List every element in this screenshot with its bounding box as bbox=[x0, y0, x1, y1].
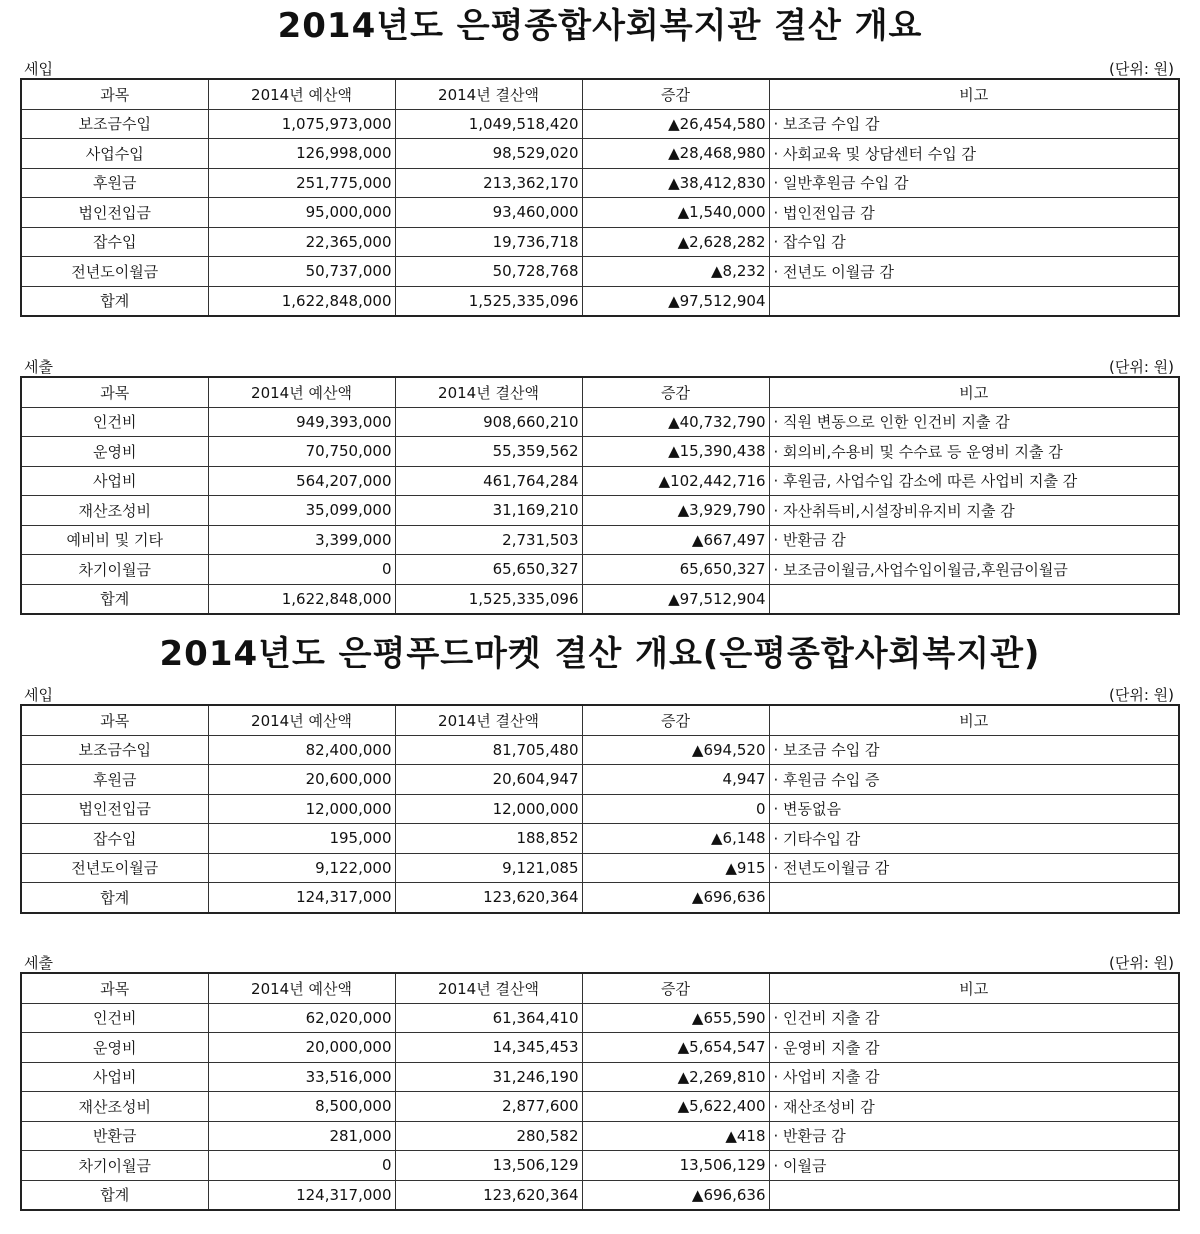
remark-cell: · 이월금 bbox=[769, 1151, 1179, 1181]
remark-cell: · 자산취득비,시설장비유지비 지출 감 bbox=[769, 496, 1179, 526]
settlement-cell: 31,246,190 bbox=[395, 1062, 582, 1092]
budget-cell: 1,622,848,000 bbox=[208, 584, 395, 614]
settlement-cell: 2,877,600 bbox=[395, 1092, 582, 1122]
change-cell: ▲102,442,716 bbox=[582, 466, 769, 496]
income-table-welfare bbox=[20, 78, 1180, 317]
account-cell: 후원금 bbox=[21, 765, 208, 795]
column-header: 과목 bbox=[21, 377, 208, 407]
settlement-cell: 93,460,000 bbox=[395, 198, 582, 228]
remark-cell: · 전년도 이월금 감 bbox=[769, 257, 1179, 287]
remark-cell: · 반환금 감 bbox=[769, 1121, 1179, 1151]
account-cell: 보조금수입 bbox=[21, 735, 208, 765]
budget-cell: 3,399,000 bbox=[208, 525, 395, 555]
remark-cell: · 후원금, 사업수입 감소에 따른 사업비 지출 감 bbox=[769, 466, 1179, 496]
budget-cell: 281,000 bbox=[208, 1121, 395, 1151]
change-cell: ▲2,269,810 bbox=[582, 1062, 769, 1092]
account-cell: 법인전입금 bbox=[21, 794, 208, 824]
table-row bbox=[21, 1092, 1179, 1122]
settlement-cell: 50,728,768 bbox=[395, 257, 582, 287]
account-cell: 전년도이월금 bbox=[21, 853, 208, 883]
remark-cell: · 인건비 지출 감 bbox=[769, 1003, 1179, 1033]
settlement-cell: 9,121,085 bbox=[395, 853, 582, 883]
remark-cell bbox=[769, 286, 1179, 316]
account-cell: 합계 bbox=[21, 286, 208, 316]
column-header: 증감 bbox=[582, 377, 769, 407]
column-header: 2014년 예산액 bbox=[208, 973, 395, 1003]
unit-label: (단위: 원) bbox=[1109, 358, 1174, 376]
budget-cell: 50,737,000 bbox=[208, 257, 395, 287]
budget-cell: 564,207,000 bbox=[208, 466, 395, 496]
change-cell: ▲15,390,438 bbox=[582, 437, 769, 467]
account-cell: 전년도이월금 bbox=[21, 257, 208, 287]
column-header: 증감 bbox=[582, 973, 769, 1003]
settlement-cell: 98,529,020 bbox=[395, 139, 582, 169]
table-row bbox=[21, 1033, 1179, 1063]
change-cell: 0 bbox=[582, 794, 769, 824]
settlement-cell: 12,000,000 bbox=[395, 794, 582, 824]
header-row bbox=[21, 79, 1179, 109]
account-cell: 인건비 bbox=[21, 1003, 208, 1033]
account-cell: 보조금수입 bbox=[21, 109, 208, 139]
column-header: 2014년 예산액 bbox=[208, 705, 395, 735]
remark-cell: · 후원금 수입 증 bbox=[769, 765, 1179, 795]
budget-cell: 9,122,000 bbox=[208, 853, 395, 883]
header-row bbox=[21, 705, 1179, 735]
budget-cell: 195,000 bbox=[208, 824, 395, 854]
remark-cell: · 법인전입금 감 bbox=[769, 198, 1179, 228]
header-row bbox=[21, 973, 1179, 1003]
settlement-cell: 13,506,129 bbox=[395, 1151, 582, 1181]
account-cell: 법인전입금 bbox=[21, 198, 208, 228]
unit-label: (단위: 원) bbox=[1109, 60, 1174, 78]
settlement-cell: 81,705,480 bbox=[395, 735, 582, 765]
change-cell: 65,650,327 bbox=[582, 555, 769, 585]
budget-cell: 949,393,000 bbox=[208, 407, 395, 437]
account-cell: 운영비 bbox=[21, 437, 208, 467]
table-row bbox=[21, 496, 1179, 526]
column-header: 2014년 결산액 bbox=[395, 79, 582, 109]
change-cell: ▲655,590 bbox=[582, 1003, 769, 1033]
table-row bbox=[21, 407, 1179, 437]
account-cell: 잡수입 bbox=[21, 227, 208, 257]
total-row bbox=[21, 286, 1179, 316]
budget-cell: 33,516,000 bbox=[208, 1062, 395, 1092]
column-header: 2014년 예산액 bbox=[208, 79, 395, 109]
column-header: 과목 bbox=[21, 973, 208, 1003]
unit-label: (단위: 원) bbox=[1109, 686, 1174, 704]
column-header: 과목 bbox=[21, 705, 208, 735]
remark-cell bbox=[769, 883, 1179, 913]
remark-cell: · 보조금 수입 감 bbox=[769, 735, 1179, 765]
account-cell: 합계 bbox=[21, 883, 208, 913]
budget-cell: 251,775,000 bbox=[208, 168, 395, 198]
settlement-cell: 61,364,410 bbox=[395, 1003, 582, 1033]
change-cell: ▲97,512,904 bbox=[582, 286, 769, 316]
table-row bbox=[21, 1151, 1179, 1181]
budget-cell: 0 bbox=[208, 555, 395, 585]
account-cell: 반환금 bbox=[21, 1121, 208, 1151]
change-cell: ▲38,412,830 bbox=[582, 168, 769, 198]
remark-cell: · 사회교육 및 상담센터 수입 감 bbox=[769, 139, 1179, 169]
change-cell: ▲5,622,400 bbox=[582, 1092, 769, 1122]
column-header: 과목 bbox=[21, 79, 208, 109]
remark-cell: · 재산조성비 감 bbox=[769, 1092, 1179, 1122]
table-row bbox=[21, 466, 1179, 496]
remark-cell: · 반환금 감 bbox=[769, 525, 1179, 555]
column-header: 2014년 결산액 bbox=[395, 705, 582, 735]
account-cell: 차기이월금 bbox=[21, 555, 208, 585]
remark-cell: · 보조금이월금,사업수입이월금,후원금이월금 bbox=[769, 555, 1179, 585]
column-header: 비고 bbox=[769, 377, 1179, 407]
budget-cell: 0 bbox=[208, 1151, 395, 1181]
change-cell: ▲3,929,790 bbox=[582, 496, 769, 526]
column-header: 비고 bbox=[769, 973, 1179, 1003]
change-cell: ▲1,540,000 bbox=[582, 198, 769, 228]
budget-cell: 126,998,000 bbox=[208, 139, 395, 169]
table-row bbox=[21, 1121, 1179, 1151]
account-cell: 재산조성비 bbox=[21, 496, 208, 526]
change-cell: ▲8,232 bbox=[582, 257, 769, 287]
account-cell: 후원금 bbox=[21, 168, 208, 198]
remark-cell: · 전년도이월금 감 bbox=[769, 853, 1179, 883]
change-cell: ▲694,520 bbox=[582, 735, 769, 765]
section-label: 세출 bbox=[24, 954, 53, 972]
column-header: 2014년 결산액 bbox=[395, 377, 582, 407]
settlement-cell: 188,852 bbox=[395, 824, 582, 854]
remark-cell bbox=[769, 1180, 1179, 1210]
table-row bbox=[21, 139, 1179, 169]
change-cell: ▲97,512,904 bbox=[582, 584, 769, 614]
settlement-cell: 65,650,327 bbox=[395, 555, 582, 585]
settlement-cell: 20,604,947 bbox=[395, 765, 582, 795]
table-row bbox=[21, 109, 1179, 139]
budget-cell: 22,365,000 bbox=[208, 227, 395, 257]
settlement-cell: 55,359,562 bbox=[395, 437, 582, 467]
table-row bbox=[21, 227, 1179, 257]
settlement-cell: 461,764,284 bbox=[395, 466, 582, 496]
table-row bbox=[21, 198, 1179, 228]
table-row bbox=[21, 555, 1179, 585]
table-row bbox=[21, 257, 1179, 287]
section-label: 세입 bbox=[24, 686, 53, 704]
table-row bbox=[21, 437, 1179, 467]
settlement-cell: 14,345,453 bbox=[395, 1033, 582, 1063]
section-income-food-market bbox=[20, 682, 1178, 914]
budget-cell: 20,000,000 bbox=[208, 1033, 395, 1063]
column-header: 2014년 결산액 bbox=[395, 973, 582, 1003]
remark-cell: · 일반후원금 수입 감 bbox=[769, 168, 1179, 198]
settlement-cell: 19,736,718 bbox=[395, 227, 582, 257]
column-header: 증감 bbox=[582, 705, 769, 735]
budget-cell: 8,500,000 bbox=[208, 1092, 395, 1122]
table-row bbox=[21, 168, 1179, 198]
table-row bbox=[21, 1003, 1179, 1033]
remark-cell bbox=[769, 584, 1179, 614]
settlement-cell: 123,620,364 bbox=[395, 1180, 582, 1210]
budget-cell: 124,317,000 bbox=[208, 1180, 395, 1210]
account-cell: 사업비 bbox=[21, 1062, 208, 1092]
table-row bbox=[21, 765, 1179, 795]
section-label: 세출 bbox=[24, 358, 53, 376]
remark-cell: · 회의비,수용비 및 수수료 등 운영비 지출 감 bbox=[769, 437, 1179, 467]
column-header: 2014년 예산액 bbox=[208, 377, 395, 407]
account-cell: 사업수입 bbox=[21, 139, 208, 169]
section-expense-welfare bbox=[20, 354, 1178, 615]
settlement-cell: 1,525,335,096 bbox=[395, 584, 582, 614]
budget-cell: 95,000,000 bbox=[208, 198, 395, 228]
report-title-welfare-center: 2014년도 은평종합사회복지관 결산 개요 bbox=[277, 6, 923, 46]
section-expense-food-market bbox=[20, 950, 1178, 1211]
table-row bbox=[21, 824, 1179, 854]
settlement-cell: 2,731,503 bbox=[395, 525, 582, 555]
expense-table-food-market bbox=[20, 972, 1180, 1211]
account-cell: 운영비 bbox=[21, 1033, 208, 1063]
change-cell: ▲418 bbox=[582, 1121, 769, 1151]
change-cell: ▲696,636 bbox=[582, 883, 769, 913]
account-cell: 합계 bbox=[21, 1180, 208, 1210]
change-cell: ▲696,636 bbox=[582, 1180, 769, 1210]
change-cell: ▲5,654,547 bbox=[582, 1033, 769, 1063]
budget-cell: 20,600,000 bbox=[208, 765, 395, 795]
budget-cell: 70,750,000 bbox=[208, 437, 395, 467]
total-row bbox=[21, 1180, 1179, 1210]
account-cell: 인건비 bbox=[21, 407, 208, 437]
remark-cell: · 변동없음 bbox=[769, 794, 1179, 824]
settlement-cell: 123,620,364 bbox=[395, 883, 582, 913]
remark-cell: · 보조금 수입 감 bbox=[769, 109, 1179, 139]
account-cell: 예비비 및 기타 bbox=[21, 525, 208, 555]
expense-table-welfare bbox=[20, 376, 1180, 615]
table-row bbox=[21, 735, 1179, 765]
change-cell: ▲6,148 bbox=[582, 824, 769, 854]
account-cell: 차기이월금 bbox=[21, 1151, 208, 1181]
settlement-cell: 1,049,518,420 bbox=[395, 109, 582, 139]
table-row bbox=[21, 794, 1179, 824]
table-row bbox=[21, 525, 1179, 555]
unit-label: (단위: 원) bbox=[1109, 954, 1174, 972]
column-header: 비고 bbox=[769, 705, 1179, 735]
change-cell: ▲667,497 bbox=[582, 525, 769, 555]
header-row bbox=[21, 377, 1179, 407]
column-header: 비고 bbox=[769, 79, 1179, 109]
change-cell: ▲40,732,790 bbox=[582, 407, 769, 437]
section-income-welfare bbox=[20, 56, 1178, 317]
change-cell: 13,506,129 bbox=[582, 1151, 769, 1181]
change-cell: ▲28,468,980 bbox=[582, 139, 769, 169]
table-row bbox=[21, 853, 1179, 883]
settlement-cell: 280,582 bbox=[395, 1121, 582, 1151]
remark-cell: · 운영비 지출 감 bbox=[769, 1033, 1179, 1063]
remark-cell: · 사업비 지출 감 bbox=[769, 1062, 1179, 1092]
budget-cell: 62,020,000 bbox=[208, 1003, 395, 1033]
settlement-cell: 213,362,170 bbox=[395, 168, 582, 198]
section-label: 세입 bbox=[24, 60, 53, 78]
remark-cell: · 잡수입 감 bbox=[769, 227, 1179, 257]
remark-cell: · 직원 변동으로 인한 인건비 지출 감 bbox=[769, 407, 1179, 437]
account-cell: 재산조성비 bbox=[21, 1092, 208, 1122]
budget-cell: 124,317,000 bbox=[208, 883, 395, 913]
change-cell: ▲26,454,580 bbox=[582, 109, 769, 139]
total-row bbox=[21, 883, 1179, 913]
total-row bbox=[21, 584, 1179, 614]
report-title-food-market: 2014년도 은평푸드마켓 결산 개요(은평종합사회복지관) bbox=[159, 634, 1041, 674]
change-cell: ▲915 bbox=[582, 853, 769, 883]
income-table-food-market bbox=[20, 704, 1180, 914]
change-cell: 4,947 bbox=[582, 765, 769, 795]
account-cell: 합계 bbox=[21, 584, 208, 614]
budget-cell: 35,099,000 bbox=[208, 496, 395, 526]
change-cell: ▲2,628,282 bbox=[582, 227, 769, 257]
column-header: 증감 bbox=[582, 79, 769, 109]
budget-cell: 12,000,000 bbox=[208, 794, 395, 824]
settlement-cell: 1,525,335,096 bbox=[395, 286, 582, 316]
table-row bbox=[21, 1062, 1179, 1092]
account-cell: 사업비 bbox=[21, 466, 208, 496]
remark-cell: · 기타수입 감 bbox=[769, 824, 1179, 854]
settlement-cell: 908,660,210 bbox=[395, 407, 582, 437]
settlement-cell: 31,169,210 bbox=[395, 496, 582, 526]
budget-cell: 1,075,973,000 bbox=[208, 109, 395, 139]
budget-cell: 1,622,848,000 bbox=[208, 286, 395, 316]
budget-cell: 82,400,000 bbox=[208, 735, 395, 765]
account-cell: 잡수입 bbox=[21, 824, 208, 854]
